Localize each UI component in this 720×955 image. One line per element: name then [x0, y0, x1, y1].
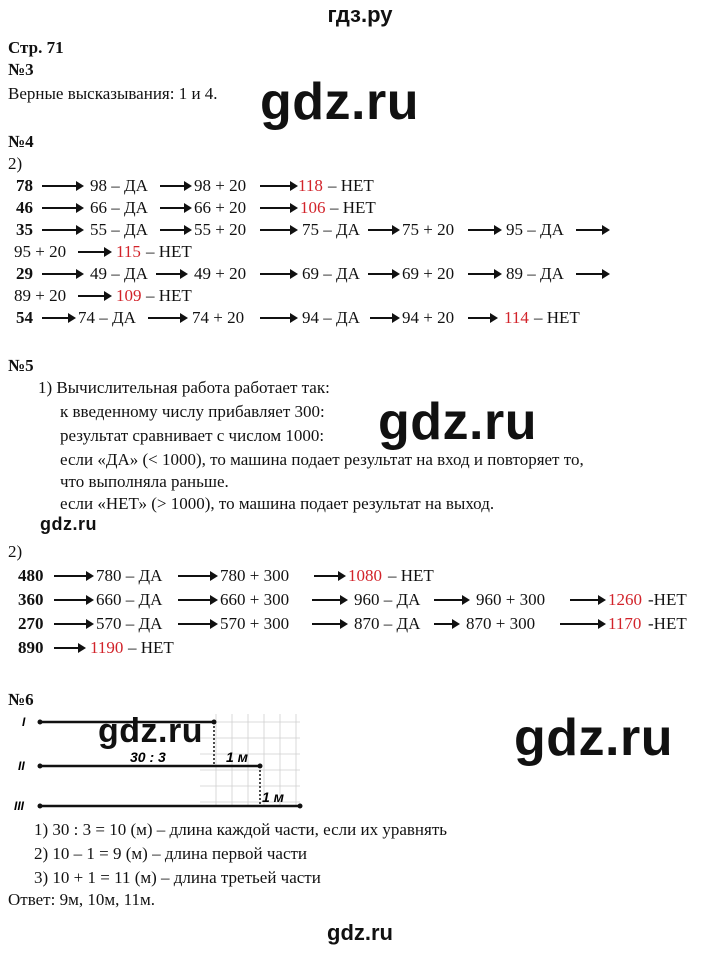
arrow-icon [42, 185, 82, 187]
chain-step: – НЕТ [330, 198, 376, 217]
arrow-icon [260, 229, 296, 231]
chain-step: – НЕТ [328, 176, 374, 195]
arrow-icon [42, 229, 82, 231]
segment-label: 1 м [226, 749, 249, 765]
grid-lines [200, 714, 300, 806]
chain-step: 570 – ДА [96, 614, 163, 633]
task-4-title: №4 [8, 132, 34, 151]
chain-step: 960 – ДА [354, 590, 421, 609]
chain-start: 35 [16, 220, 33, 239]
arrow-icon [260, 273, 296, 275]
page-number: Стр. 71 [8, 38, 64, 57]
chain-step: 49 – ДА [90, 264, 148, 283]
segment-label: 1 м [262, 789, 285, 805]
chain-result: 109 [116, 286, 142, 305]
watermark: gdz.ru [260, 73, 419, 131]
segment-endpoint [38, 720, 43, 725]
chain-step: 98 + 20 [194, 176, 247, 195]
arrow-icon [260, 207, 296, 209]
arrow-icon [156, 273, 186, 275]
chain-step: 75 + 20 [402, 220, 455, 239]
arrow-icon [314, 575, 344, 577]
arrow-icon [468, 273, 500, 275]
chain-step: 660 – ДА [96, 590, 163, 609]
chain-step: 780 + 300 [220, 566, 290, 585]
chain-step: 55 + 20 [194, 220, 247, 239]
task-5-sub: 2) [8, 542, 23, 561]
arrow-icon [54, 599, 92, 601]
chain-step: 49 + 20 [194, 264, 247, 283]
task-6-line: 3) 10 + 1 = 11 (м) – длина третьей части [34, 868, 321, 887]
arrow-icon [368, 229, 398, 231]
chain-step: -НЕТ [648, 590, 687, 609]
chain-start: 54 [16, 308, 33, 327]
arrow-icon [468, 229, 500, 231]
chain-start: 890 [18, 638, 44, 657]
chain-step: 55 – ДА [90, 220, 148, 239]
site-header: гдз.ру [327, 2, 393, 27]
chain-start: 29 [16, 264, 33, 283]
arrow-icon [576, 273, 608, 275]
segment-endpoint [212, 720, 217, 725]
chain-step: – НЕТ [146, 242, 192, 261]
segment-endpoint [298, 804, 303, 809]
chain-step: 660 + 300 [220, 590, 290, 609]
watermark: gdz.ru [514, 709, 673, 767]
chain-step: 94 + 20 [402, 308, 455, 327]
task-5-line: что выполняла раньше. [60, 472, 229, 491]
segment-endpoint [258, 764, 263, 769]
arrow-icon [468, 317, 496, 319]
arrow-icon [434, 599, 468, 601]
chain-step: 570 + 300 [220, 614, 290, 633]
chain-start: 46 [16, 198, 33, 217]
chain-step: 69 – ДА [302, 264, 360, 283]
chain-start: 360 [18, 590, 44, 609]
arrow-icon [78, 251, 110, 253]
segment-endpoint [38, 764, 43, 769]
arrow-icon [178, 623, 216, 625]
chain-start: 78 [16, 176, 33, 195]
arrow-icon [42, 207, 82, 209]
chain-step: 870 – ДА [354, 614, 421, 633]
chain-step: 960 + 300 [476, 590, 546, 609]
arrow-icon [576, 229, 608, 231]
task-6-answer: Ответ: 9м, 10м, 11м. [8, 890, 155, 909]
chain-step: 74 + 20 [192, 308, 245, 327]
arrow-icon [178, 575, 216, 577]
arrow-icon [178, 599, 216, 601]
segment-label: 30 : 3 [130, 749, 166, 765]
arrow-icon [570, 599, 604, 601]
chain-result: 114 [504, 308, 529, 327]
chain-step: 75 – ДА [302, 220, 360, 239]
task-5-line: результат сравнивает с числом 1000: [60, 426, 325, 445]
task-5-line: если «ДА» (< 1000), то машина подает результат на вход и повторяет то, [60, 450, 584, 469]
chain-step: 94 – ДА [302, 308, 360, 327]
segment-label: I [22, 715, 26, 729]
chain-step: 870 + 300 [466, 614, 536, 633]
arrow-icon [148, 317, 186, 319]
chain-step: 66 + 20 [194, 198, 247, 217]
arrow-icon [160, 229, 190, 231]
chain-result: 115 [116, 242, 141, 261]
chain-step: 780 – ДА [96, 566, 163, 585]
chain-result: 1080 [348, 566, 382, 585]
task-5-line: к введенному числу прибавляет 300: [60, 402, 325, 421]
chain-step: 89 – ДА [506, 264, 564, 283]
chain-step: 66 – ДА [90, 198, 148, 217]
arrow-icon [312, 599, 346, 601]
arrow-icon [160, 207, 190, 209]
arrow-icon [370, 317, 398, 319]
arrow-icon [42, 273, 82, 275]
task-4-sub: 2) [8, 154, 23, 173]
arrow-icon [260, 185, 296, 187]
chain-start: 480 [18, 566, 44, 585]
chain-step: -НЕТ [648, 614, 687, 633]
chain-step: 98 – ДА [90, 176, 148, 195]
chain-step: – НЕТ [534, 308, 580, 327]
chain-step: 89 + 20 [14, 286, 67, 305]
task-5-line: если «НЕТ» (> 1000), то машина подает результат на выход. [60, 494, 495, 513]
task-3-title: №3 [8, 60, 34, 79]
chain-step: 69 + 20 [402, 264, 455, 283]
arrow-icon [368, 273, 398, 275]
watermark: gdz.ru [98, 712, 203, 750]
arrow-icon [312, 623, 346, 625]
arrow-icon [54, 623, 92, 625]
segment-label: II [18, 759, 25, 773]
arrow-icon [560, 623, 604, 625]
task-6-line: 1) 30 : 3 = 10 (м) – длина каждой части, если их уравнять [34, 820, 447, 839]
watermark: gdz.ru [378, 393, 537, 451]
chain-step: – НЕТ [128, 638, 174, 657]
chain-step: – НЕТ [146, 286, 192, 305]
segment-label: III [14, 799, 25, 812]
chain-result: 1190 [90, 638, 124, 657]
arrow-icon [42, 317, 74, 319]
chain-step: 74 – ДА [78, 308, 136, 327]
task-3-text: Верные высказывания: 1 и 4. [8, 84, 218, 103]
task-6-line: 2) 10 – 1 = 9 (м) – длина первой части [34, 844, 308, 863]
chain-result: 106 [300, 198, 326, 217]
arrow-icon [54, 647, 84, 649]
segment-endpoint [38, 804, 43, 809]
chain-result: 118 [298, 176, 323, 195]
site-footer: gdz.ru [327, 920, 393, 945]
chain-step: 95 – ДА [506, 220, 564, 239]
arrow-icon [54, 575, 92, 577]
chain-result: 1170 [608, 614, 642, 633]
chain-step: 95 + 20 [14, 242, 67, 261]
arrow-icon [434, 623, 458, 625]
task-5-title: №5 [8, 356, 34, 375]
watermark: gdz.ru [40, 514, 97, 534]
chain-start: 270 [18, 614, 44, 633]
chain-step: – НЕТ [388, 566, 434, 585]
arrow-icon [78, 295, 110, 297]
arrow-icon [260, 317, 296, 319]
chain-result: 1260 [608, 590, 642, 609]
task-6-title: №6 [8, 690, 34, 709]
task-5-line: 1) Вычислительная работа работает так: [38, 378, 330, 397]
arrow-icon [160, 185, 190, 187]
